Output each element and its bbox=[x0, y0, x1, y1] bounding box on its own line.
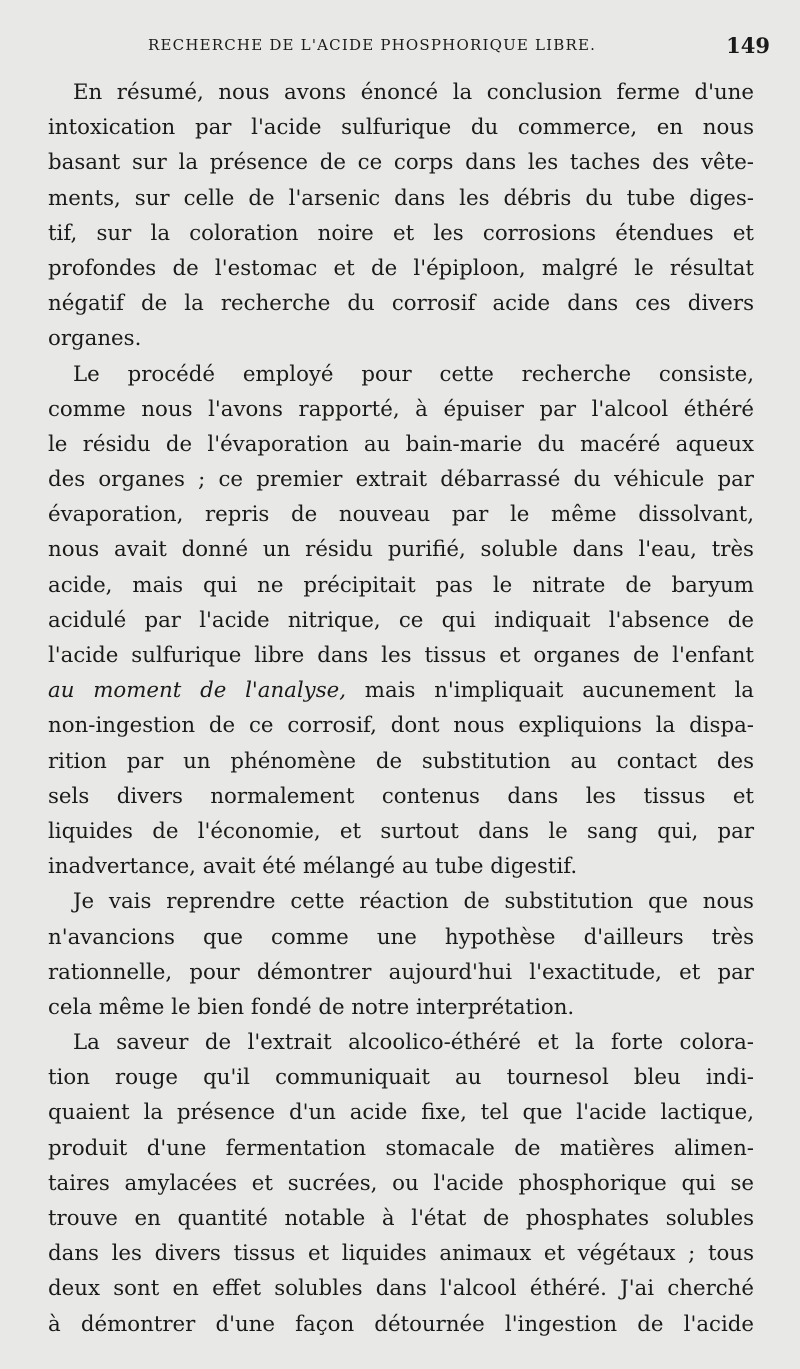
text-line: La saveur de l'extrait alcoolico-éthéré et la forte colora- bbox=[73, 1030, 754, 1056]
text-line: le résidu de l'évaporation au bain-marie du macéré aqueux bbox=[48, 431, 754, 457]
text-line: sels divers normalement contenus dans les tissus et bbox=[48, 783, 754, 809]
text-line: Le procédé employé pour cette recherche consiste, bbox=[73, 361, 754, 387]
paragraph bbox=[48, 884, 754, 1025]
text-line: cela même le bien fondé de notre interprétation. bbox=[48, 994, 575, 1020]
text-line: taires amylacées et sucrées, ou l'acide phosphorique qui se bbox=[48, 1170, 754, 1196]
text-line: des organes ; ce premier extrait débarrassé du véhicule par bbox=[48, 467, 754, 493]
text-line: inadvertance, avait été mélangé au tube digestif. bbox=[48, 854, 578, 880]
text-line: rition par un phénomène de substitution au contact des bbox=[48, 748, 754, 774]
paragraph bbox=[48, 357, 754, 885]
text-line: tif, sur la coloration noire et les corrosions étendues et bbox=[48, 220, 754, 246]
text-line: intoxication par l'acide sulfurique du commerce, en nous bbox=[48, 115, 754, 141]
text-fragment: mais n'impliquait aucunement la bbox=[346, 678, 754, 704]
text-line bbox=[48, 673, 754, 708]
text-line: ments, sur celle de l'arsenic dans les débris du tube diges- bbox=[48, 185, 754, 211]
text-line: non-ingestion de ce corrosif, dont nous expliquions la dispa- bbox=[48, 713, 754, 739]
text-line: l'acide sulfurique libre dans les tissus et organes de l'enfant bbox=[48, 643, 754, 668]
text-line: nous avait donné un résidu purifié, soluble dans l'eau, très bbox=[48, 537, 754, 563]
text-line: comme nous l'avons rapporté, à épuiser par l'alcool éthéré bbox=[48, 396, 754, 422]
text-line: profondes de l'estomac et de l'épiploon, malgré le résultat bbox=[48, 255, 754, 281]
text-line: n'avancions que comme une hypothèse d'ailleurs très bbox=[48, 924, 754, 950]
paragraph bbox=[48, 1025, 754, 1342]
text-line: Je vais reprendre cette réaction de substitution que nous bbox=[73, 889, 754, 915]
text-line: En résumé, nous avons énoncé la conclusion ferme d'une bbox=[73, 80, 754, 105]
page-number: 149 bbox=[726, 33, 770, 58]
running-title: RECHERCHE DE L'ACIDE PHOSPHORIQUE LIBRE. bbox=[148, 36, 597, 54]
text-line: rationnelle, pour démontrer aujourd'hui l'exactitude, et par bbox=[48, 959, 754, 985]
text-line: acide, mais qui ne précipitait pas le nitrate de baryum bbox=[48, 572, 754, 598]
text-line: produit d'une fermentation stomacale de matières alimen- bbox=[48, 1135, 754, 1161]
text-line: évaporation, repris de nouveau par le même dissolvant, bbox=[48, 502, 754, 528]
text-line: quaient la présence d'un acide fixe, tel que l'acide lactique, bbox=[48, 1100, 754, 1126]
text-line: négatif de la recherche du corrosif acide dans ces divers bbox=[48, 291, 754, 317]
text-line: trouve en quantité notable à l'état de phosphates solubles bbox=[48, 1206, 754, 1231]
text-line: deux sont en effet solubles dans l'alcool éthéré. J'ai cherché bbox=[48, 1276, 754, 1302]
body-text bbox=[48, 75, 754, 1342]
text-line: liquides de l'économie, et surtout dans le sang qui, par bbox=[48, 818, 754, 844]
text-line: tion rouge qu'il communiquait au tournesol bleu indi- bbox=[48, 1065, 754, 1091]
text-line: acidulé par l'acide nitrique, ce qui indiquait l'absence de bbox=[48, 607, 754, 633]
text-line: basant sur la présence de ce corps dans les taches des vête- bbox=[48, 150, 754, 176]
paragraph bbox=[48, 75, 754, 357]
text-line: à démontrer d'une façon détournée l'ingestion de l'acide bbox=[48, 1311, 754, 1337]
text-line: organes. bbox=[48, 326, 142, 352]
page-header bbox=[48, 33, 770, 66]
italic-phrase: au moment de l'analyse, bbox=[48, 678, 347, 704]
text-line: dans les divers tissus et liquides animaux et végétaux ; tous bbox=[48, 1241, 754, 1267]
